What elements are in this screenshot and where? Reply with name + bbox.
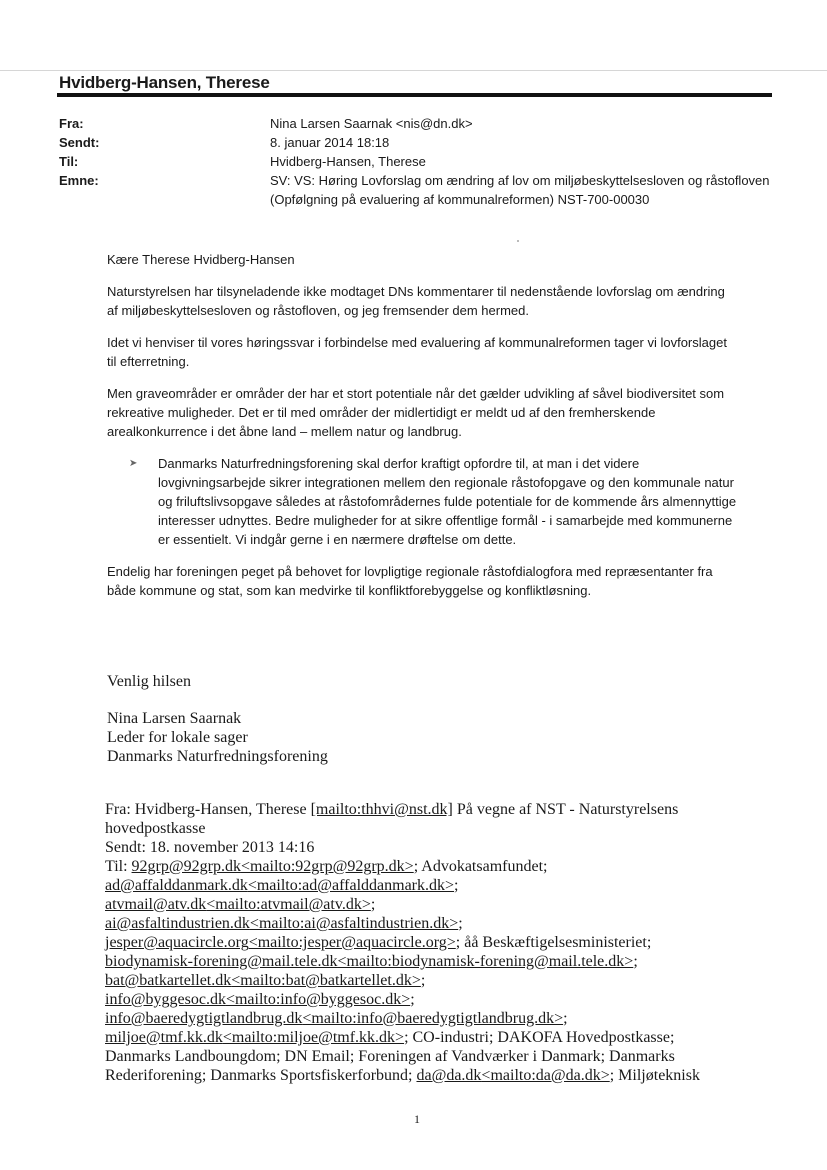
email-link[interactable]: jesper@aquacircle.org [105,934,249,951]
header-row-subject [59,171,779,209]
mailto-link[interactable]: <mailto:biodynamisk-forening@mail.tele.dk> [337,953,634,970]
forwarded-message [105,800,745,1085]
recipient-line: miljoe@tmf.kk.dk<mailto:miljoe@tmf.kk.dk>; CO-industri; DAKOFA Hovedpostkasse; [105,1029,675,1046]
header-value: Nina Larsen Saarnak <nis@dn.dk> [270,116,473,131]
email-link[interactable]: info@baeredygtigtlandbrug.dk [105,1010,303,1027]
forwarded-from: Fra: Hvidberg-Hansen, Therese [mailto:thhvi@nst.dk] På vegne af NST - Naturstyrelsens hovedpostkasse [105,801,679,837]
header-value: 8. januar 2014 18:18 [270,135,390,150]
header-label: Sendt: [59,135,100,150]
scan-edge-line [0,70,827,71]
closing: Venlig hilsen [107,673,191,690]
header-label: Til: [59,154,79,169]
email-link[interactable]: biodynamisk-forening@mail.tele.dk [105,953,338,970]
page-number: 1 [414,1112,420,1126]
mailto-link[interactable]: <mailto:info@baeredygtigtlandbrug.dk> [302,1010,564,1027]
forwarded-sent: Sendt: 18. november 2013 14:16 [105,839,315,856]
signature-title: Leder for lokale sager [107,729,248,746]
mailto-link[interactable]: <mailto:atvmail@atv.dk> [206,896,371,913]
mailto-link[interactable]: <mailto:jesper@aquacircle.org> [248,934,456,951]
email-link[interactable]: atvmail@atv.dk [105,896,207,913]
bullet-item [129,454,737,549]
body-paragraph: Men graveområder er områder der har et stort potentiale når det gælder udvikling af såvel biodiversitet som rekreative muligheder. Det er til med områder der midlertidigt er meldt ud af den fremherskende arealkonkurrence i det åbne land – mellem natur og landbrug. [107,386,725,439]
email-link[interactable]: 92grp@92grp.dk [131,858,241,875]
header-label: Emne: [59,173,99,188]
sender-name: Hvidberg-Hansen, Therese [59,73,270,92]
email-link[interactable]: ai@asfaltindustrien.dk [105,915,250,932]
mailto-link[interactable]: <mailto:ai@asfaltindustrien.dk> [249,915,459,932]
recipient-line: ad@affalddanmark.dk<mailto:ad@affalddanmark.dk>; [105,877,459,894]
mailto-link[interactable]: <mailto:info@byggesoc.dk> [225,991,411,1008]
header-value: Hvidberg-Hansen, Therese [270,154,426,169]
mailto-link[interactable]: <mailto:92grp@92grp.dk> [240,858,414,875]
bullet-icon: ➤ [129,458,138,469]
header-divider [57,93,772,97]
bullet-text: Danmarks Naturfredningsforening skal derfor kraftigt opfordre til, at man i det videre lovgivningsarbejde sikrer integrationen mellem den regionale råstofopgave og den kommunale natur og friluftslivsopgave således at råstofområdernes fulde potentiale for de kommende års almennyttige interesser udnyttes. Bedre muligheder for at sikre offentlige formål - i samarbejde med kommunerne er essentielt. Vi indgår gerne i en nærmere drøftelse om dette. [158,456,737,547]
email-header [59,114,779,209]
body-paragraph: Idet vi henviser til vores høringssvar i forbindelse med evaluering af kommunalreformen tager vi lovforslaget til efterretning. [107,335,727,369]
mailto-link[interactable]: [mailto:thhvi@nst.dk] [310,801,453,818]
mailto-link[interactable]: <mailto:bat@batkartellet.dk> [231,972,421,989]
mailto-link[interactable]: <mailto:ad@affalddanmark.dk> [247,877,455,894]
recipient-line: info@baeredygtigtlandbrug.dk<mailto:info@baeredygtigtlandbrug.dk>; [105,1010,568,1027]
signature [107,709,328,766]
recipient-line: Til: 92grp@92grp.dk<mailto:92grp@92grp.dk>; Advokatsamfundet; [105,858,548,875]
email-link[interactable]: miljoe@tmf.kk.dk [105,1029,223,1046]
body-paragraph: Naturstyrelsen har tilsyneladende ikke modtaget DNs kommentarer til nedenstående lovforslag om ændring af miljøbeskyttelsesloven og råstofloven, og jeg fremsender dem hermed. [107,284,725,318]
recipient-line: atvmail@atv.dk<mailto:atvmail@atv.dk>; [105,896,376,913]
email-link[interactable]: info@byggesoc.dk [105,991,226,1008]
recipient-line: info@byggesoc.dk<mailto:info@byggesoc.dk>; [105,991,415,1008]
mailto-link[interactable]: <mailto:miljoe@tmf.kk.dk> [222,1029,405,1046]
email-body [107,250,737,613]
recipient-line: bat@batkartellet.dk<mailto:bat@batkartellet.dk>; [105,972,426,989]
recipient-line: Rederiforening; Danmarks Sportsfiskerforbund; da@da.dk<mailto:da@da.dk>; Miljøteknisk [105,1067,700,1084]
header-value: SV: VS: Høring Lovforslag om ændring af lov om miljøbeskyttelsesloven og råstofloven (Opfølgning på evaluering af kommunalreformen) NST-700-00030 [270,173,770,207]
greeting: Kære Therese Hvidberg-Hansen [107,252,295,267]
header-label: Fra: [59,116,84,131]
email-link[interactable]: bat@batkartellet.dk [105,972,232,989]
email-link[interactable]: ad@affalddanmark.dk [105,877,248,894]
signature-name: Nina Larsen Saarnak [107,710,242,727]
scan-speck [517,240,519,242]
recipient-line: ai@asfaltindustrien.dk<mailto:ai@asfaltindustrien.dk>; [105,915,463,932]
recipient-line: Danmarks Landboungdom; DN Email; Foreningen af Vandværker i Danmark; Danmarks [105,1048,675,1065]
recipient-line: jesper@aquacircle.org<mailto:jesper@aquacircle.org>; åå Beskæftigelsesministeriet; [105,934,652,951]
signature-org: Danmarks Naturfredningsforening [107,748,328,765]
header-row-from [59,114,779,133]
recipient-line: biodynamisk-forening@mail.tele.dk<mailto:biodynamisk-forening@mail.tele.dk>; [105,953,638,970]
email-link[interactable]: da@da.dk [416,1067,482,1084]
body-paragraph: Endelig har foreningen peget på behovet for lovpligtige regionale råstofdialogfora med repræsentanter fra både kommune og stat, som kan medvirke til konfliktforebyggelse og konfliktløsning. [107,564,713,598]
header-row-to [59,152,779,171]
header-row-sent [59,133,779,152]
mailto-link[interactable]: <mailto:da@da.dk> [481,1067,610,1084]
